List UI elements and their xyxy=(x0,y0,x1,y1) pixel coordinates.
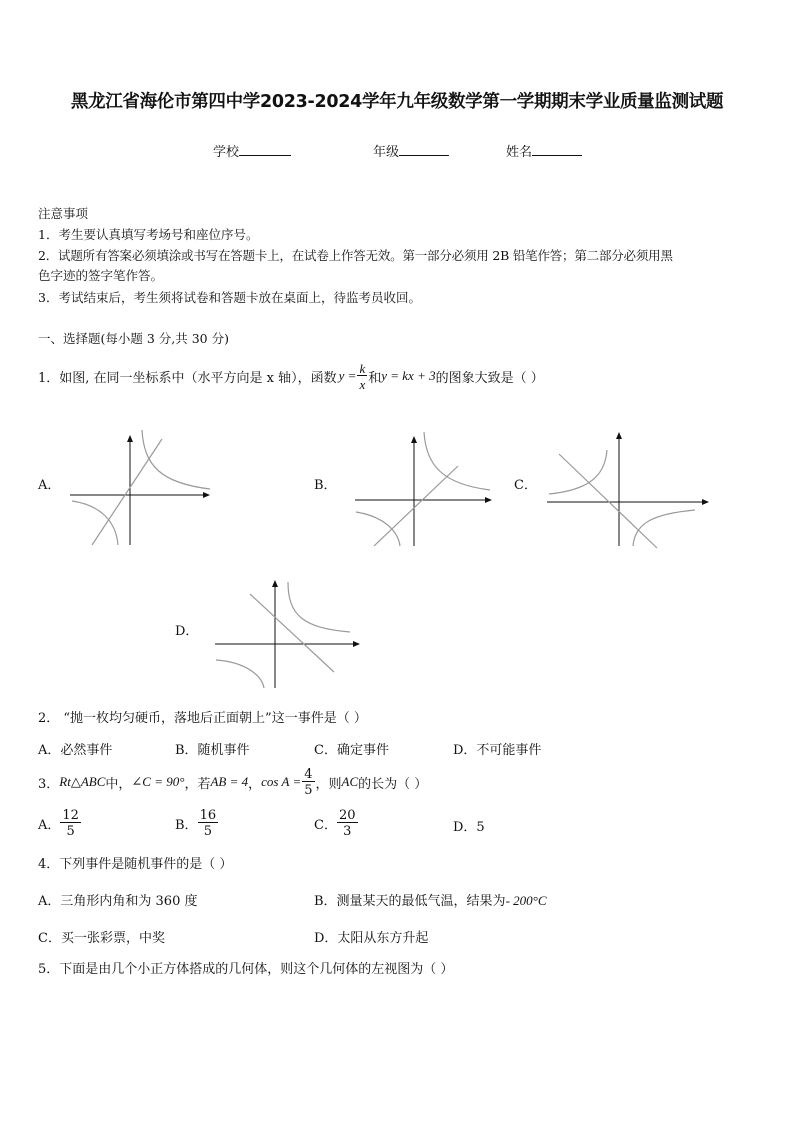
notice-item-1: 1．考生要认真填写考场号和座位序号。 xyxy=(38,227,259,242)
hyperbola-branch xyxy=(633,510,695,546)
y-axis-arrow xyxy=(272,580,278,587)
q1-func1-fraction xyxy=(357,362,367,391)
q1-graph-d[interactable] xyxy=(210,572,365,690)
question-5-stem: 5．下面是由几个小正方体搭成的几何体，则这个几何体的左视图为（ ） xyxy=(38,962,454,977)
q1-option-d-label[interactable]: D． xyxy=(175,624,199,639)
school-field[interactable] xyxy=(213,141,291,160)
notice-heading: 注意事项 xyxy=(38,206,89,221)
q1-func1-lhs: y = xyxy=(338,368,357,383)
q3-option-b-num: 16 xyxy=(199,807,217,823)
notice-item-3: 3．考试结束后，考生须将试卷和答题卡放在桌面上，待监考员收回。 xyxy=(38,290,421,305)
q4-option-b[interactable] xyxy=(314,890,547,909)
q3-option-a-label: A． xyxy=(38,817,61,833)
q1-graph-b[interactable] xyxy=(350,430,500,548)
hyperbola-branch xyxy=(216,660,264,688)
linear-function-line xyxy=(559,454,657,548)
q3-option-c[interactable] xyxy=(314,804,358,842)
hyperbola-branch xyxy=(142,430,210,489)
linear-function-line xyxy=(374,466,458,546)
q3-ac: AC xyxy=(341,774,359,789)
notice-item-2: 2．试题所有答案必须填涂或书写在答题卡上，在试卷上作答无效。第一部分必须用 2B 铅笔作答；第二部分必须用黑 xyxy=(38,248,673,263)
y-axis-arrow xyxy=(411,436,417,443)
q3-cos-den: 5 xyxy=(304,782,313,798)
q2-option-b[interactable]: B．随机事件 xyxy=(175,743,250,758)
q3-text-2: ，若 xyxy=(184,776,211,792)
question-1-stem xyxy=(38,358,544,394)
q4-option-b-value: - 200°C xyxy=(505,893,547,908)
q1-option-a-label[interactable]: A． xyxy=(38,478,61,493)
q3-text-4: ，则 xyxy=(315,776,342,792)
name-label: 姓名 xyxy=(506,145,533,160)
hyperbola-branch xyxy=(424,432,490,490)
hyperbola-branch xyxy=(356,512,400,546)
q4-option-a[interactable]: A．三角形内角和为 360 度 xyxy=(38,894,198,909)
school-label: 学校 xyxy=(213,145,240,160)
x-axis-arrow xyxy=(702,499,709,505)
y-axis-arrow xyxy=(616,432,622,439)
q3-option-c-num: 20 xyxy=(338,807,356,823)
q3-text-1: 中， xyxy=(105,776,132,792)
q1-func2: y = kx + 3 xyxy=(381,368,436,383)
hyperbola-branch xyxy=(72,501,118,545)
q2-option-d[interactable]: D．不可能事件 xyxy=(453,743,542,758)
q1-option-c-label[interactable]: C． xyxy=(514,478,537,493)
q1-text-pre: 1．如图, 在同一坐标系中（水平方向是 x 轴），函数 xyxy=(38,370,337,386)
q3-option-a-den: 5 xyxy=(60,822,81,838)
q3-option-c-label: C． xyxy=(314,817,337,833)
x-axis-arrow xyxy=(203,492,210,498)
section-heading: 一、选择题(每小题 3 分,共 30 分) xyxy=(38,331,229,346)
q3-option-c-fraction xyxy=(337,809,358,838)
q3-option-d[interactable]: D．5 xyxy=(453,820,485,835)
q3-option-b-label: B． xyxy=(175,817,198,833)
q3-angle: ∠C = 90° xyxy=(131,774,185,789)
q1-graph-a[interactable] xyxy=(60,425,220,550)
linear-function-line xyxy=(92,439,162,545)
grade-field[interactable] xyxy=(373,141,449,160)
question-2-stem: 2． “抛一枚均匀硬币，落地后正面朝上”这一事件是（ ） xyxy=(38,711,367,726)
q1-func1-num: k xyxy=(359,360,366,376)
q1-func1-den: x xyxy=(359,376,366,392)
q1-graph-c[interactable] xyxy=(545,428,715,552)
q4-option-c[interactable]: C．买一张彩票，中奖 xyxy=(38,931,165,946)
q3-cos-num: 4 xyxy=(304,766,313,782)
q4-option-d[interactable]: D．太阳从东方升起 xyxy=(314,931,429,946)
q3-option-a[interactable] xyxy=(38,804,81,842)
hyperbola-branch xyxy=(288,582,350,632)
question-3-stem xyxy=(38,764,427,800)
y-axis-arrow xyxy=(127,435,133,442)
q3-option-b[interactable] xyxy=(175,804,218,842)
q1-text-mid: 和 xyxy=(368,370,382,386)
q3-option-b-den: 5 xyxy=(198,822,219,838)
q3-triangle: Rt△ABC xyxy=(59,774,106,789)
q3-cos: cos A = xyxy=(261,774,302,789)
name-field[interactable] xyxy=(506,141,582,160)
notice-item-2-cont: 色字迹的签字笔作答。 xyxy=(38,268,164,283)
question-4-stem: 4．下列事件是随机事件的是（ ） xyxy=(38,857,233,872)
q1-text-post: 的图象大致是（ ） xyxy=(435,370,544,386)
q3-text-5: 的长为（ ） xyxy=(358,776,428,792)
q3-option-c-den: 3 xyxy=(337,822,358,838)
q3-option-a-num: 12 xyxy=(62,807,79,823)
q2-option-c[interactable]: C．确定事件 xyxy=(314,743,389,758)
q3-option-b-fraction xyxy=(198,809,219,838)
q2-option-a[interactable]: A．必然事件 xyxy=(38,743,113,758)
q3-option-a-fraction xyxy=(60,809,81,838)
q3-cos-fraction xyxy=(302,768,314,797)
q4-option-b-text: B．测量某天的最低气温，结果为 xyxy=(314,894,506,909)
grade-label: 年级 xyxy=(373,145,400,160)
q3-number: 3． xyxy=(38,776,60,792)
q3-ab: AB = 4 xyxy=(210,774,249,789)
q1-option-b-label[interactable]: B． xyxy=(314,478,337,493)
x-axis-arrow xyxy=(485,497,492,503)
x-axis-arrow xyxy=(353,641,360,647)
q3-text-3: ， xyxy=(248,776,262,792)
page-title: 黑龙江省海伦市第四中学2023-2024学年九年级数学第一学期期末学业质量监测试题 xyxy=(70,92,724,112)
